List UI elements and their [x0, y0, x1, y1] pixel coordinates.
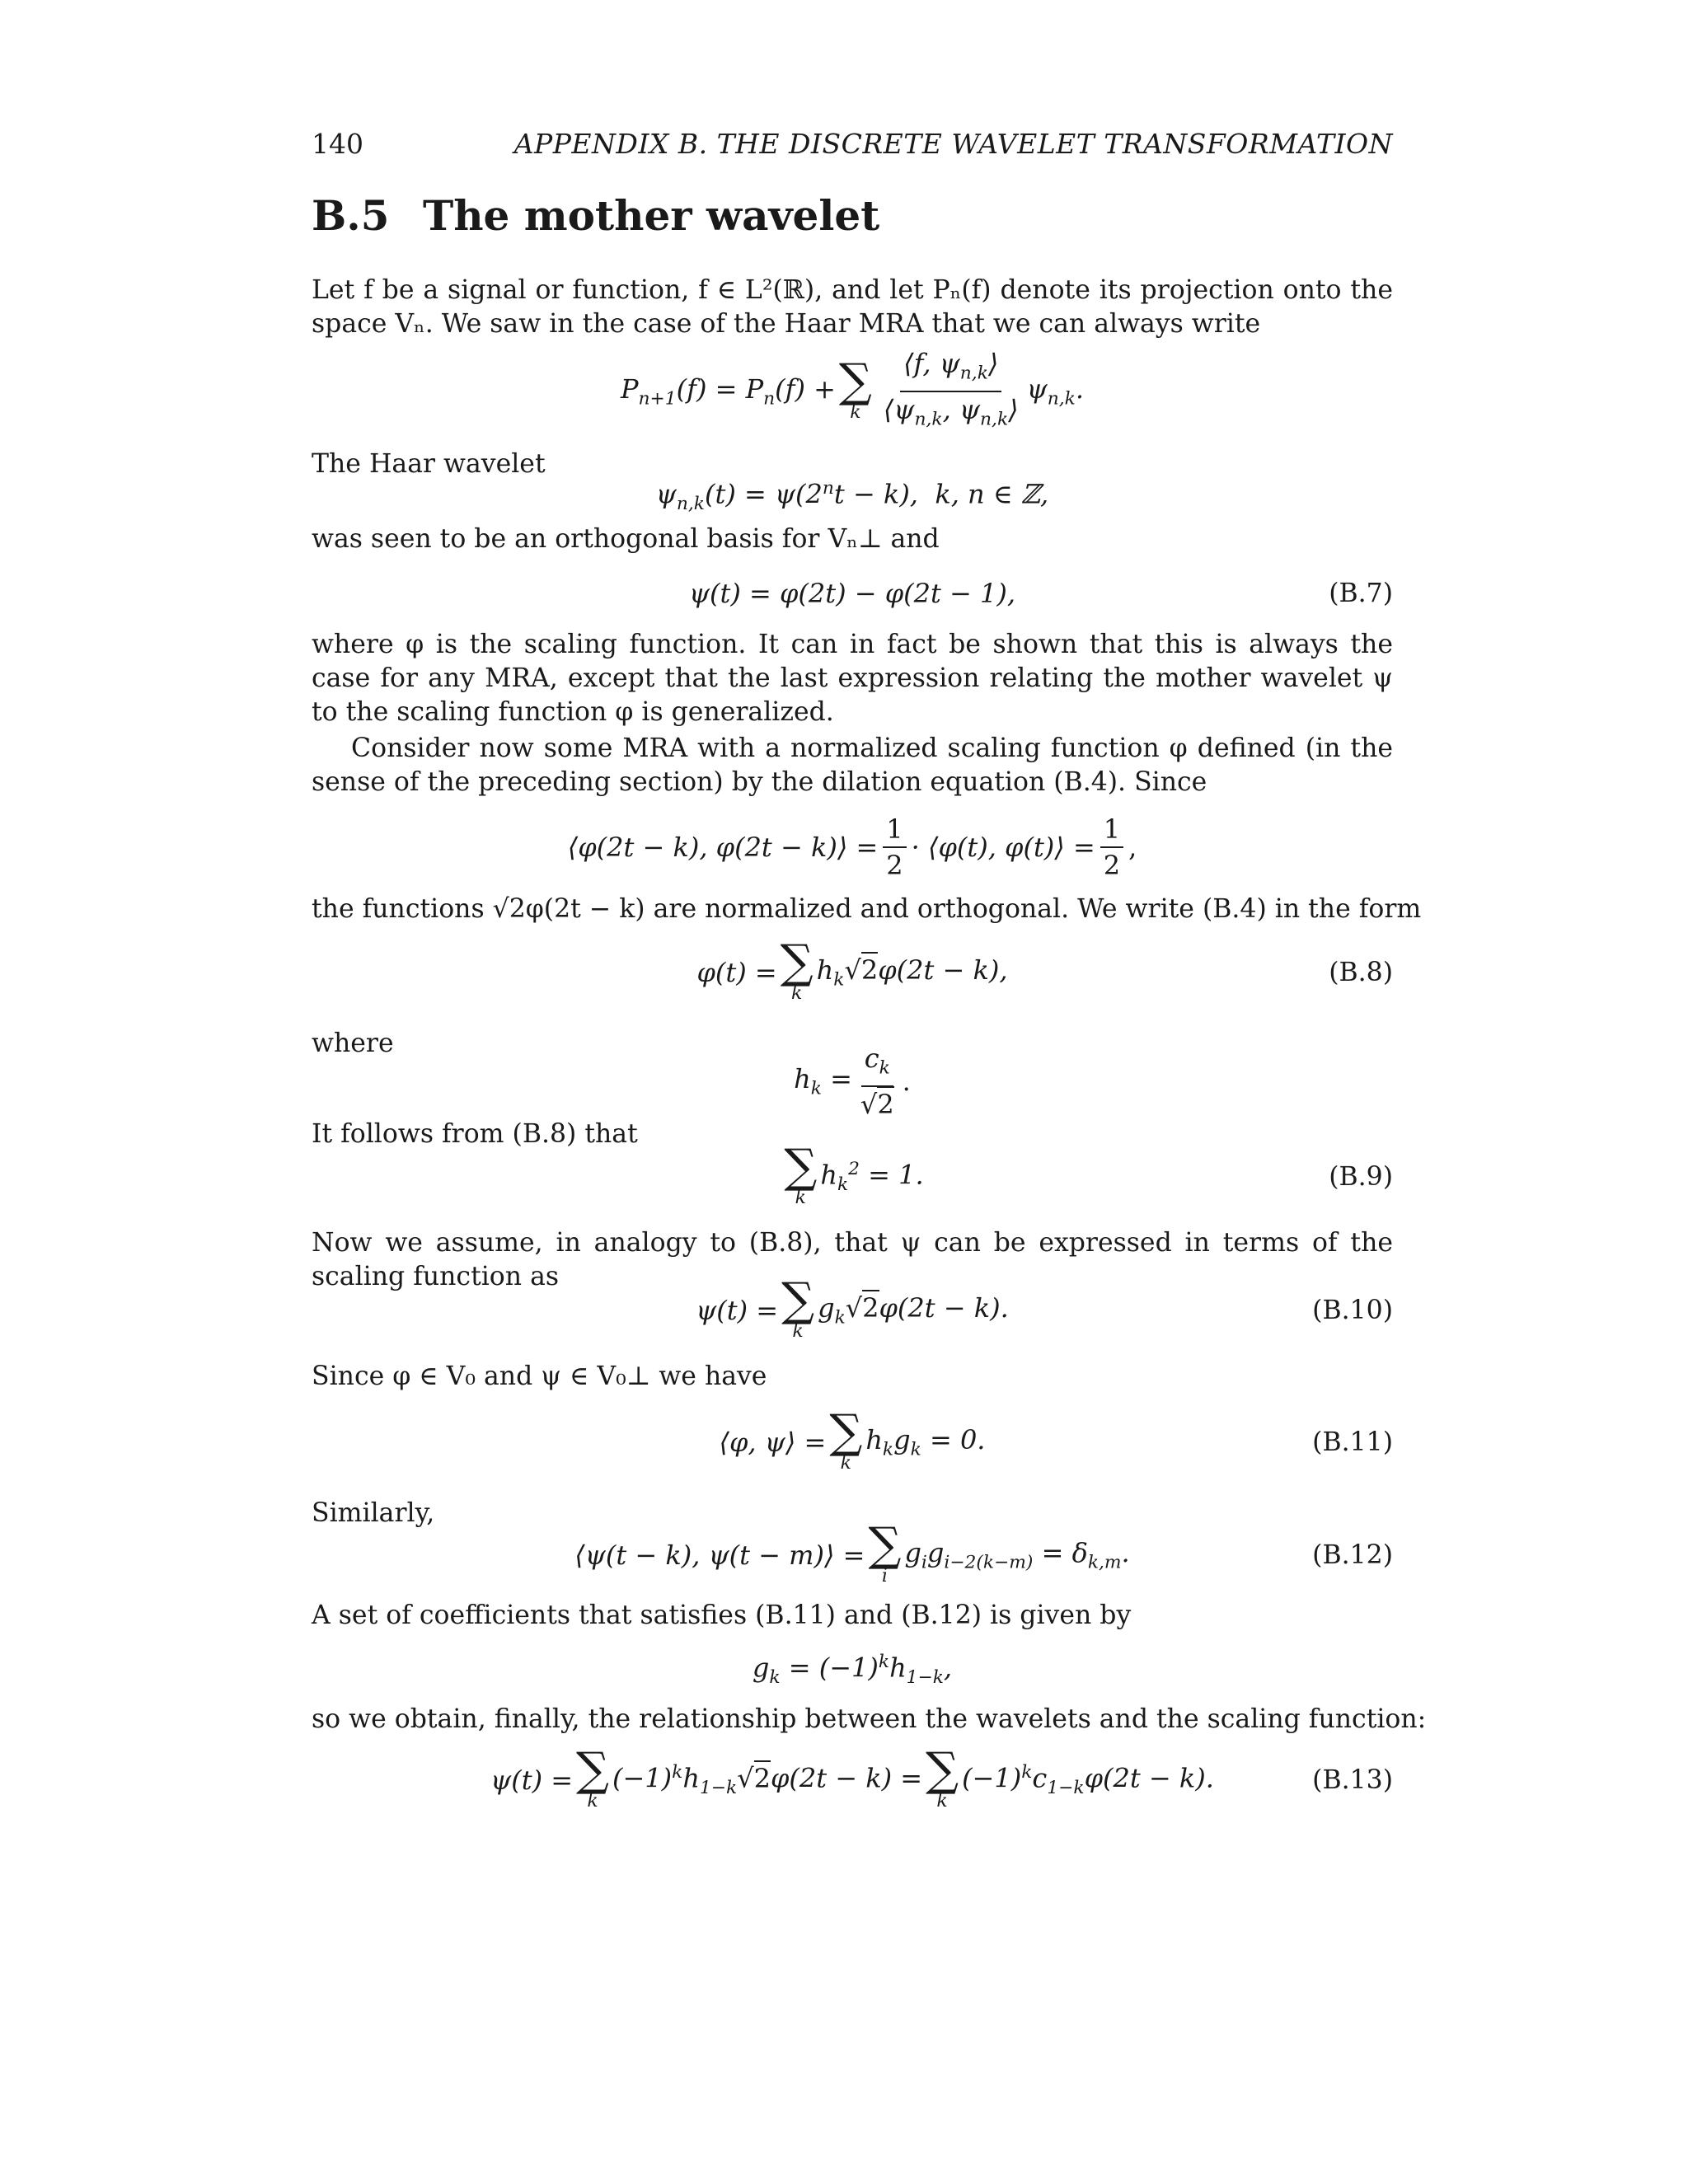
text-orthogonal-basis: was seen to be an orthogonal basis for Vₙ⊥ and — [312, 524, 940, 554]
equation-tag-b11: (B.11) — [1312, 1427, 1393, 1457]
running-head: APPENDIX B. THE DISCRETE WAVELET TRANSFORMATION — [513, 128, 1393, 160]
equation-gk: $g_k = (-1)^kh_{1-k}$, — [752, 1651, 953, 1689]
equation-b12: ⟨ψ(t − k), ψ(t − m)⟩ = ∑ i $g_ig_{i-2(k-m)} = \delta_{k,m}$. (B.12) — [574, 1518, 1393, 1586]
equation-b8: φ(t) = ∑ k $h_k√2\varphi(2t - k)$, (B.8) — [696, 935, 1393, 1004]
paragraph-consider: Consider now some MRA with a normalized scaling function φ defined (in the sense of the preceding section) by the dilation equation (B.4). Since — [312, 733, 1393, 797]
text-follows: It follows from (B.8) that — [312, 1119, 638, 1149]
equation-b9: ∑ k $h_k^2 = 1$. (B.9) — [784, 1140, 1393, 1208]
paragraph-scaling-function: where φ is the scaling function. It can in fact be shown that this is always the case for any MRA, except that the last expression relating the mother wavelet ψ to the scaling function φ is generalized. — [312, 630, 1393, 727]
section-title: The mother wavelet — [423, 191, 880, 240]
text-since-phi: Since φ ∈ V₀ and ψ ∈ V₀⊥ we have — [312, 1361, 767, 1391]
equation-hk: $h_k$ = $\frac{c_k}{√2}$ . — [794, 1042, 911, 1121]
text-similarly: Similarly, — [312, 1498, 435, 1528]
text-functions-normalized: the functions √2φ(2t − k) are normalized and orthogonal. We write (B.4) in the form — [312, 894, 1422, 924]
text-set-coefficients: A set of coefficients that satisfies (B.11) and (B.12) is given by — [312, 1601, 1132, 1630]
equation-b7: ψ(t) = φ(2t) − φ(2t − 1), (B.7) — [688, 578, 1393, 609]
equation-tag-b7: (B.7) — [1329, 579, 1393, 608]
equation-inner-product: ⟨φ(2t − k), φ(2t − k)⟩ = $\frac{1}{2}$ · ⟨φ(t), φ(t)⟩ = $\frac{1}{2}$ , — [567, 813, 1137, 881]
paragraph-intro: Let f be a signal or function, f ∈ L²(ℝ), and let Pₙ(f) denote its projection onto the space Vₙ. We saw in the case of the Haar MRA that we can always write — [312, 275, 1393, 339]
page-number: 140 — [312, 128, 363, 160]
equation-tag-b10: (B.10) — [1312, 1296, 1393, 1325]
section-number: B.5 — [312, 191, 390, 240]
equation-haar-wavelet: $\psi_{n,k}(t) = \psi(2^nt - k)$, k, n ∈ ℤ, — [655, 477, 1049, 515]
equation-tag-b8: (B.8) — [1329, 958, 1393, 987]
text-finally: so we obtain, finally, the relationship between the wavelets and the scaling function: — [312, 1704, 1427, 1734]
text-haar-intro: The Haar wavelet — [312, 449, 546, 479]
equation-tag-b13: (B.13) — [1312, 1765, 1393, 1795]
equation-b13: ψ(t) = ∑ k $(-1)^kh_{1-k}√2\varphi(2t - k)$ = ∑ k $(-1)^kc_{1-k}\varphi(2t - k)$. (B.13) — [490, 1743, 1393, 1811]
text-where: where — [312, 1029, 394, 1058]
paragraph-assume: Now we assume, in analogy to (B.8), that ψ can be expressed in terms of the scaling function as — [312, 1228, 1393, 1291]
equation-projection: $P_{n+1}(f) = P_n(f)$ + ∑ k $\frac{⟨f, \psi_{n,k}⟩}{⟨\psi_{n,k}, \psi_{n,k}⟩}$ $\psi_{n,k}$. — [621, 347, 1084, 430]
equation-b11: ⟨φ, ψ⟩ = ∑ k $h_kg_k = 0$. (B.11) — [719, 1405, 1393, 1474]
section-heading — [312, 191, 879, 240]
equation-b10: ψ(t) = ∑ k $g_k√2\varphi(2t - k)$. (B.10) — [696, 1273, 1393, 1342]
equation-tag-b9: (B.9) — [1329, 1162, 1393, 1192]
equation-tag-b12: (B.12) — [1312, 1540, 1393, 1570]
